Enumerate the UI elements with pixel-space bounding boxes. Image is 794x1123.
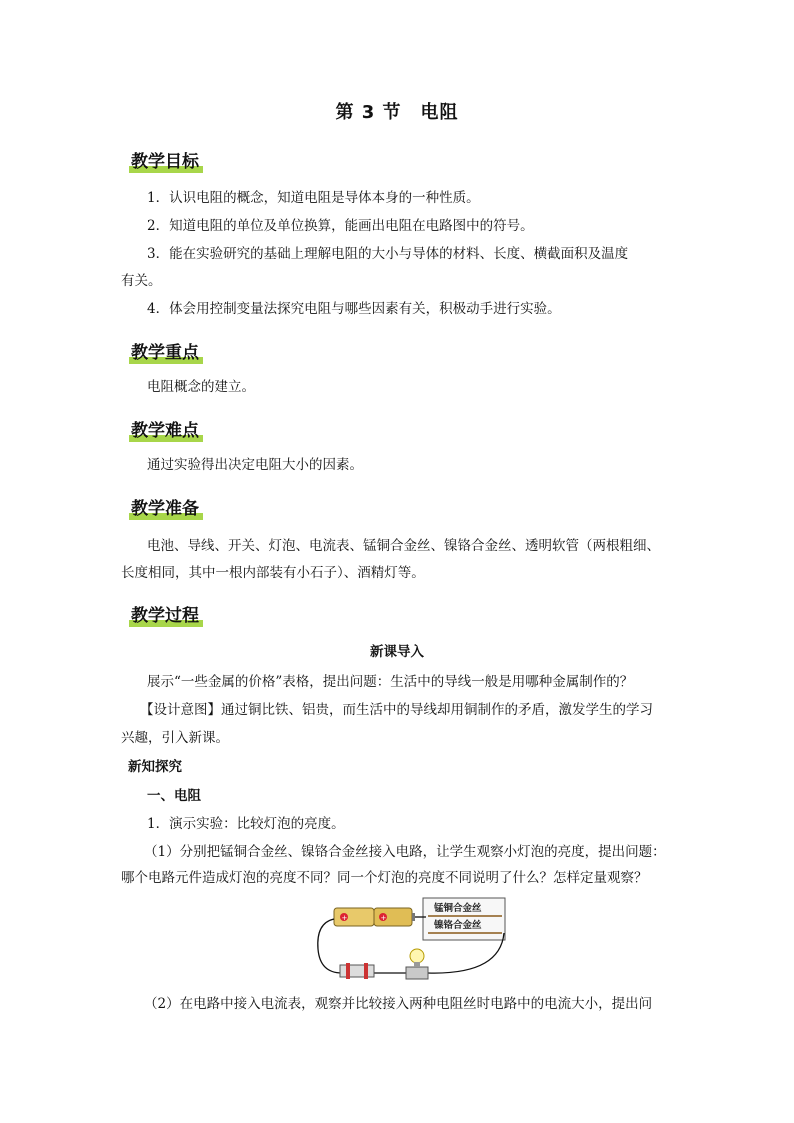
explore-title: 新知探究	[128, 759, 182, 775]
svg-text:+: +	[341, 914, 348, 922]
prep-text-continued: 长度相同，其中一根内部装有小石子）、酒精灯等。	[121, 565, 425, 581]
wire-label-manganin: 锰铜合金丝	[434, 903, 482, 914]
goal-item: 1．认识电阻的概念，知道电阻是导体本身的一种性质。	[147, 190, 480, 206]
svg-text:+: +	[380, 914, 387, 922]
demo-text: 1．演示实验：比较灯泡的亮度。	[147, 816, 345, 832]
question-1: （1）分别把锰铜合金丝、镍铬合金丝接入电路，让学生观察小灯泡的亮度，提出问题：	[144, 844, 666, 860]
bulb-holder	[406, 967, 428, 979]
question-1-continued: 哪个电路元件造成灯泡的亮度不同？同一个灯泡的亮度不同说明了什么？怎样定量观察？	[121, 870, 648, 886]
difficulty-text: 通过实验得出决定电阻大小的因素。	[147, 457, 363, 473]
section-heading-process: 教学过程	[129, 605, 203, 627]
goal-item: 4．体会用控制变量法探究电阻与哪些因素有关，积极动手进行实验。	[147, 301, 561, 317]
switch-icon	[340, 965, 374, 977]
subsection-title: 一、电阻	[147, 788, 201, 804]
question-2: （2）在电路中接入电流表，观察并比较接入两种电阻丝时电路中的电流大小，提出问	[144, 996, 653, 1012]
intro-title: 新课导入	[370, 644, 424, 660]
light-bulb-icon	[410, 949, 424, 963]
section-heading-prep: 教学准备	[129, 498, 203, 520]
goal-item: 2．知道电阻的单位及单位换算，能画出电阻在电路图中的符号。	[147, 218, 534, 234]
circuit-figure	[310, 893, 510, 985]
design-intent-continued: 兴趣，引入新课。	[121, 730, 229, 746]
goal-item-continued: 有关。	[121, 273, 162, 289]
intro-text: 展示“一些金属的价格”表格，提出问题：生活中的导线一般是用哪种金属制作的？	[147, 674, 634, 690]
key-text: 电阻概念的建立。	[147, 379, 255, 395]
prep-text: 电池、导线、开关、灯泡、电流表、锰铜合金丝、镍铬合金丝、透明软管（两根粗细、	[147, 538, 660, 554]
section-heading-key: 教学重点	[129, 342, 203, 364]
wire-label-nichrome: 镍铬合金丝	[434, 920, 482, 931]
goal-item: 3．能在实验研究的基础上理解电阻的大小与导体的材料、长度、横截面积及温度	[147, 246, 629, 262]
design-intent-text: 【设计意图】通过铜比铁、铝贵，而生活中的导线却用铜制作的矛盾，激发学生的学习	[140, 702, 653, 718]
section-heading-goals: 教学目标	[129, 151, 203, 173]
section-heading-difficulty: 教学难点	[129, 420, 203, 442]
page-title: 第 3 节 电阻	[335, 102, 459, 123]
